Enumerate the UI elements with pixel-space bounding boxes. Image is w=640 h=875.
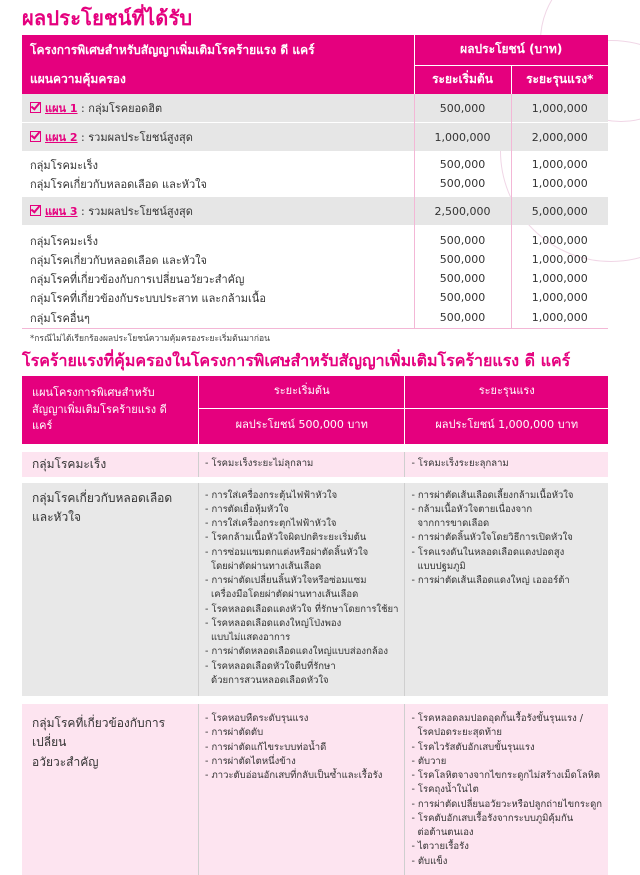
plan-2-name: แผน 2 (45, 131, 78, 144)
checkbox-icon (30, 131, 41, 142)
program-header: โครงการพิเศษสำหรับสัญญาเพิ่มเติมโรคร้ายแรง ดี แคร์ (30, 42, 315, 57)
disease-item: - การผ่าตัดเปลี่ยนอวัยวะหรือปลูกถ่ายไขกระดูก (411, 798, 602, 810)
disease-item: - โรคตับอักเสบเรื้อรังจากระบบภูมิคุ้มกัน (411, 812, 574, 824)
checkbox-icon (30, 102, 41, 113)
disease-item: - การผ่าตัดแก้ไขระบบท่อน้ำดี (205, 741, 327, 753)
group-severe: 1,000,000 (511, 155, 608, 174)
disease-severe-header: ระยะรุนแรง (405, 376, 608, 409)
header-plan-line1: แผนโครงการพิเศษสำหรับ (32, 386, 155, 399)
plan-1-desc: : กลุ่มโรคยอดฮิต (77, 102, 163, 115)
disease-item: โดยผ่าตัดผ่านทางเส้นเลือด (211, 560, 322, 572)
group-label: กลุ่มโรคที่เกี่ยวข้องกับการเปลี่ยนอวัยวะสำคัญ (30, 272, 245, 286)
disease-item: ด้วยการสวนหลอดเลือดหัวใจ (211, 674, 329, 686)
early-header: ระยะเริ่มต้น (414, 65, 511, 94)
disease-item: - การผ่าตัดลิ้นหัวใจโดยวิธีการเปิดหัวใจ (411, 532, 573, 544)
group-label: กลุ่มโรคมะเร็ง (30, 234, 99, 248)
disease-item: - โรคกล้ามเนื้อหัวใจผิดปกติระยะเริ่มต้น (205, 532, 367, 544)
footnote: *กรณีไม่ได้เรียกร้องผลประโยชน์ความคุ้มครองระยะเริ่มต้นมาก่อน (30, 334, 270, 344)
plan-3-severe: 5,000,000 (511, 197, 608, 225)
disease-item: - โรคแรงดันในหลอดเลือดแดงปอดสูง (411, 546, 565, 558)
cancer-severe-list (405, 452, 608, 477)
group-early: 500,000 (414, 269, 511, 288)
disease-item: - โรคมะเร็งระยะไม่ลุกลาม (205, 457, 314, 469)
severe-header: ระยะรุนแรง* (511, 65, 608, 94)
plan-1-severe: 1,000,000 (511, 94, 608, 123)
plan-1-label (22, 94, 414, 123)
plan-1-name: แผน 1 (45, 102, 78, 115)
plan-2-severe: 2,000,000 (511, 123, 608, 152)
disease-item: - โรคโลหิตจางจากไขกระดูกไม่สร้างเม็ดโลหิต (411, 770, 601, 782)
disease-item: - การผ่าตัดเปลี่ยนลิ้นหัวใจหรือซ่อมแซม (205, 575, 367, 587)
disease-item: - โรคหลอดลมปอดอุดกั้นเรื้อรังขั้นรุนแรง / (411, 713, 583, 725)
plan-2-label (22, 123, 414, 152)
plan-2-early: 1,000,000 (414, 123, 511, 152)
group-label: กลุ่มโรคเกี่ยวกับหลอดเลือด และหัวใจ (30, 253, 207, 267)
disease-item: - การผ่าตัดตับ (205, 727, 264, 739)
group-severe: 1,000,000 (511, 307, 608, 329)
group-severe: 1,000,000 (511, 231, 608, 250)
disease-item: จากการขาดเลือด (417, 518, 490, 530)
disease-item: - การผ่าตัดหลอดเลือดแดงใหญ่แบบส่องกล้อง (205, 646, 388, 658)
disease-item: แบบปฐมภูมิ (417, 560, 466, 572)
disease-item: - ไตวายเรื้อรัง (411, 841, 469, 853)
disease-item: - กล้ามเนื้อหัวใจตายเนื่องจาก (411, 503, 533, 515)
disease-item: - การผ่าตัดไตหนึ่งข้าง (205, 755, 296, 767)
disease-group-cancer: กลุ่มโรคมะเร็ง (32, 456, 107, 471)
organ-group-line2: อวัยวะสำคัญ (32, 754, 99, 769)
severe-benefit-header: ผลประโยชน์ 1,000,000 บาท (405, 409, 608, 444)
header-plan-line2: สัญญาเพิ่มเติมโรคร้ายแรง ดี แคร์ (32, 402, 167, 432)
plan-2-desc: : รวมผลประโยชน์สูงสุด (77, 131, 193, 144)
cardio-severe-list (405, 483, 608, 697)
group-label: กลุ่มโรคเกี่ยวกับหลอดเลือด และหัวใจ (30, 177, 207, 191)
disease-item: ต่อต้านตนเอง (417, 827, 474, 839)
disease-item: - โรคหลอดเลือดแดงใหญ่โป่งพอง (205, 617, 342, 629)
group-early: 500,000 (414, 307, 511, 329)
disease-item: - การผ่าตัดเส้นเลือดแดงใหญ่ เอออร์ต้า (411, 575, 570, 587)
cancer-early-list (199, 452, 405, 477)
group-severe: 1,000,000 (511, 288, 608, 307)
group-label: กลุ่มโรคอื่นๆ (30, 311, 90, 325)
disease-group-organ (22, 704, 199, 875)
benefit-header: ผลประโยชน์ (บาท) (414, 35, 608, 65)
disease-item: - โรคหลอดเลือดหัวใจตีบที่รักษา (205, 660, 336, 672)
disease-item: - โรคหลอดเลือดแดงหัวใจ ที่รักษาโดยการใช้ยา (205, 603, 399, 615)
disease-item: - ภาวะตับอ่อนอักเสบที่กลับเป็นซ้ำและเรื้อรัง (205, 770, 383, 782)
disease-item: เครื่องมือโดยผ่าตัดผ่านทางเส้นเลือด (211, 589, 359, 601)
disease-item: - การตัดเยื่อหุ้มหัวใจ (205, 503, 289, 515)
group-early: 500,000 (414, 231, 511, 250)
disease-item: - โรคถุงน้ำในไต (411, 784, 479, 796)
disease-item: - การใส่เครื่องกระตุกไฟฟ้าหัวใจ (205, 518, 337, 530)
disease-item: - โรคหอบหืดระดับรุนแรง (205, 713, 309, 725)
benefits-table (22, 35, 608, 329)
plan-1-early: 500,000 (414, 94, 511, 123)
group-early: 500,000 (414, 288, 511, 307)
plan-3-desc: : รวมผลประโยชน์สูงสุด (77, 205, 193, 218)
disease-item: - การผ่าตัดเส้นเลือดเลี้ยงกล้ามเนื้อหัวใจ (411, 489, 574, 501)
organ-early-list (199, 704, 405, 875)
disease-item: - โรคมะเร็งระยะลุกลาม (411, 457, 509, 469)
disease-item: - ตับวาย (411, 755, 447, 767)
disease-item: - การซ่อมแซมตกแต่งหรือผ่าตัดลิ้นหัวใจ (205, 546, 369, 558)
group-early: 500,000 (414, 250, 511, 269)
plan-3-label (22, 197, 414, 225)
group-early: 500,000 (414, 155, 511, 174)
group-severe: 1,000,000 (511, 174, 608, 193)
early-benefit-header: ผลประโยชน์ 500,000 บาท (199, 409, 405, 444)
disease-early-header: ระยะเริ่มต้น (199, 376, 405, 409)
plan-3-name: แผน 3 (45, 205, 78, 218)
group-label: กลุ่มโรคมะเร็ง (30, 158, 99, 172)
group-severe: 1,000,000 (511, 250, 608, 269)
organ-severe-list (405, 704, 608, 875)
checkbox-icon (30, 205, 41, 216)
plan-3-early: 2,500,000 (414, 197, 511, 225)
organ-group-line1: กลุ่มโรคที่เกี่ยวข้องกับการเปลี่ยน (32, 716, 166, 750)
disease-item: - การใส่เครื่องกระตุ้นไฟฟ้าหัวใจ (205, 489, 338, 501)
disease-item: แบบไม่แสดงอาการ (211, 632, 291, 644)
cardio-early-list (199, 483, 405, 697)
diseases-title: โรคร้ายแรงที่คุ้มครองในโครงการพิเศษสำหรับสัญญาเพิ่มเติมโรคร้ายแรง ดี แคร์ (22, 351, 571, 370)
disease-item: โรคปอดระยะสุดท้าย (417, 727, 502, 739)
disease-item: - ตับแข็ง (411, 855, 448, 867)
diseases-table (22, 376, 608, 875)
benefits-title: ผลประโยชน์ที่ได้รับ (22, 6, 193, 30)
plan-header: แผนความคุ้มครอง (30, 72, 126, 86)
disease-item: - โรคไวรัสตับอักเสบขั้นรุนแรง (411, 741, 535, 753)
group-severe: 1,000,000 (511, 269, 608, 288)
disease-group-cardio: กลุ่มโรคเกี่ยวกับหลอดเลือด และหัวใจ (32, 490, 173, 524)
disease-plan-header (22, 376, 199, 444)
group-label: กลุ่มโรคที่เกี่ยวข้องกับระบบประสาท และกล้ามเนื้อ (30, 291, 266, 305)
group-early: 500,000 (414, 174, 511, 193)
